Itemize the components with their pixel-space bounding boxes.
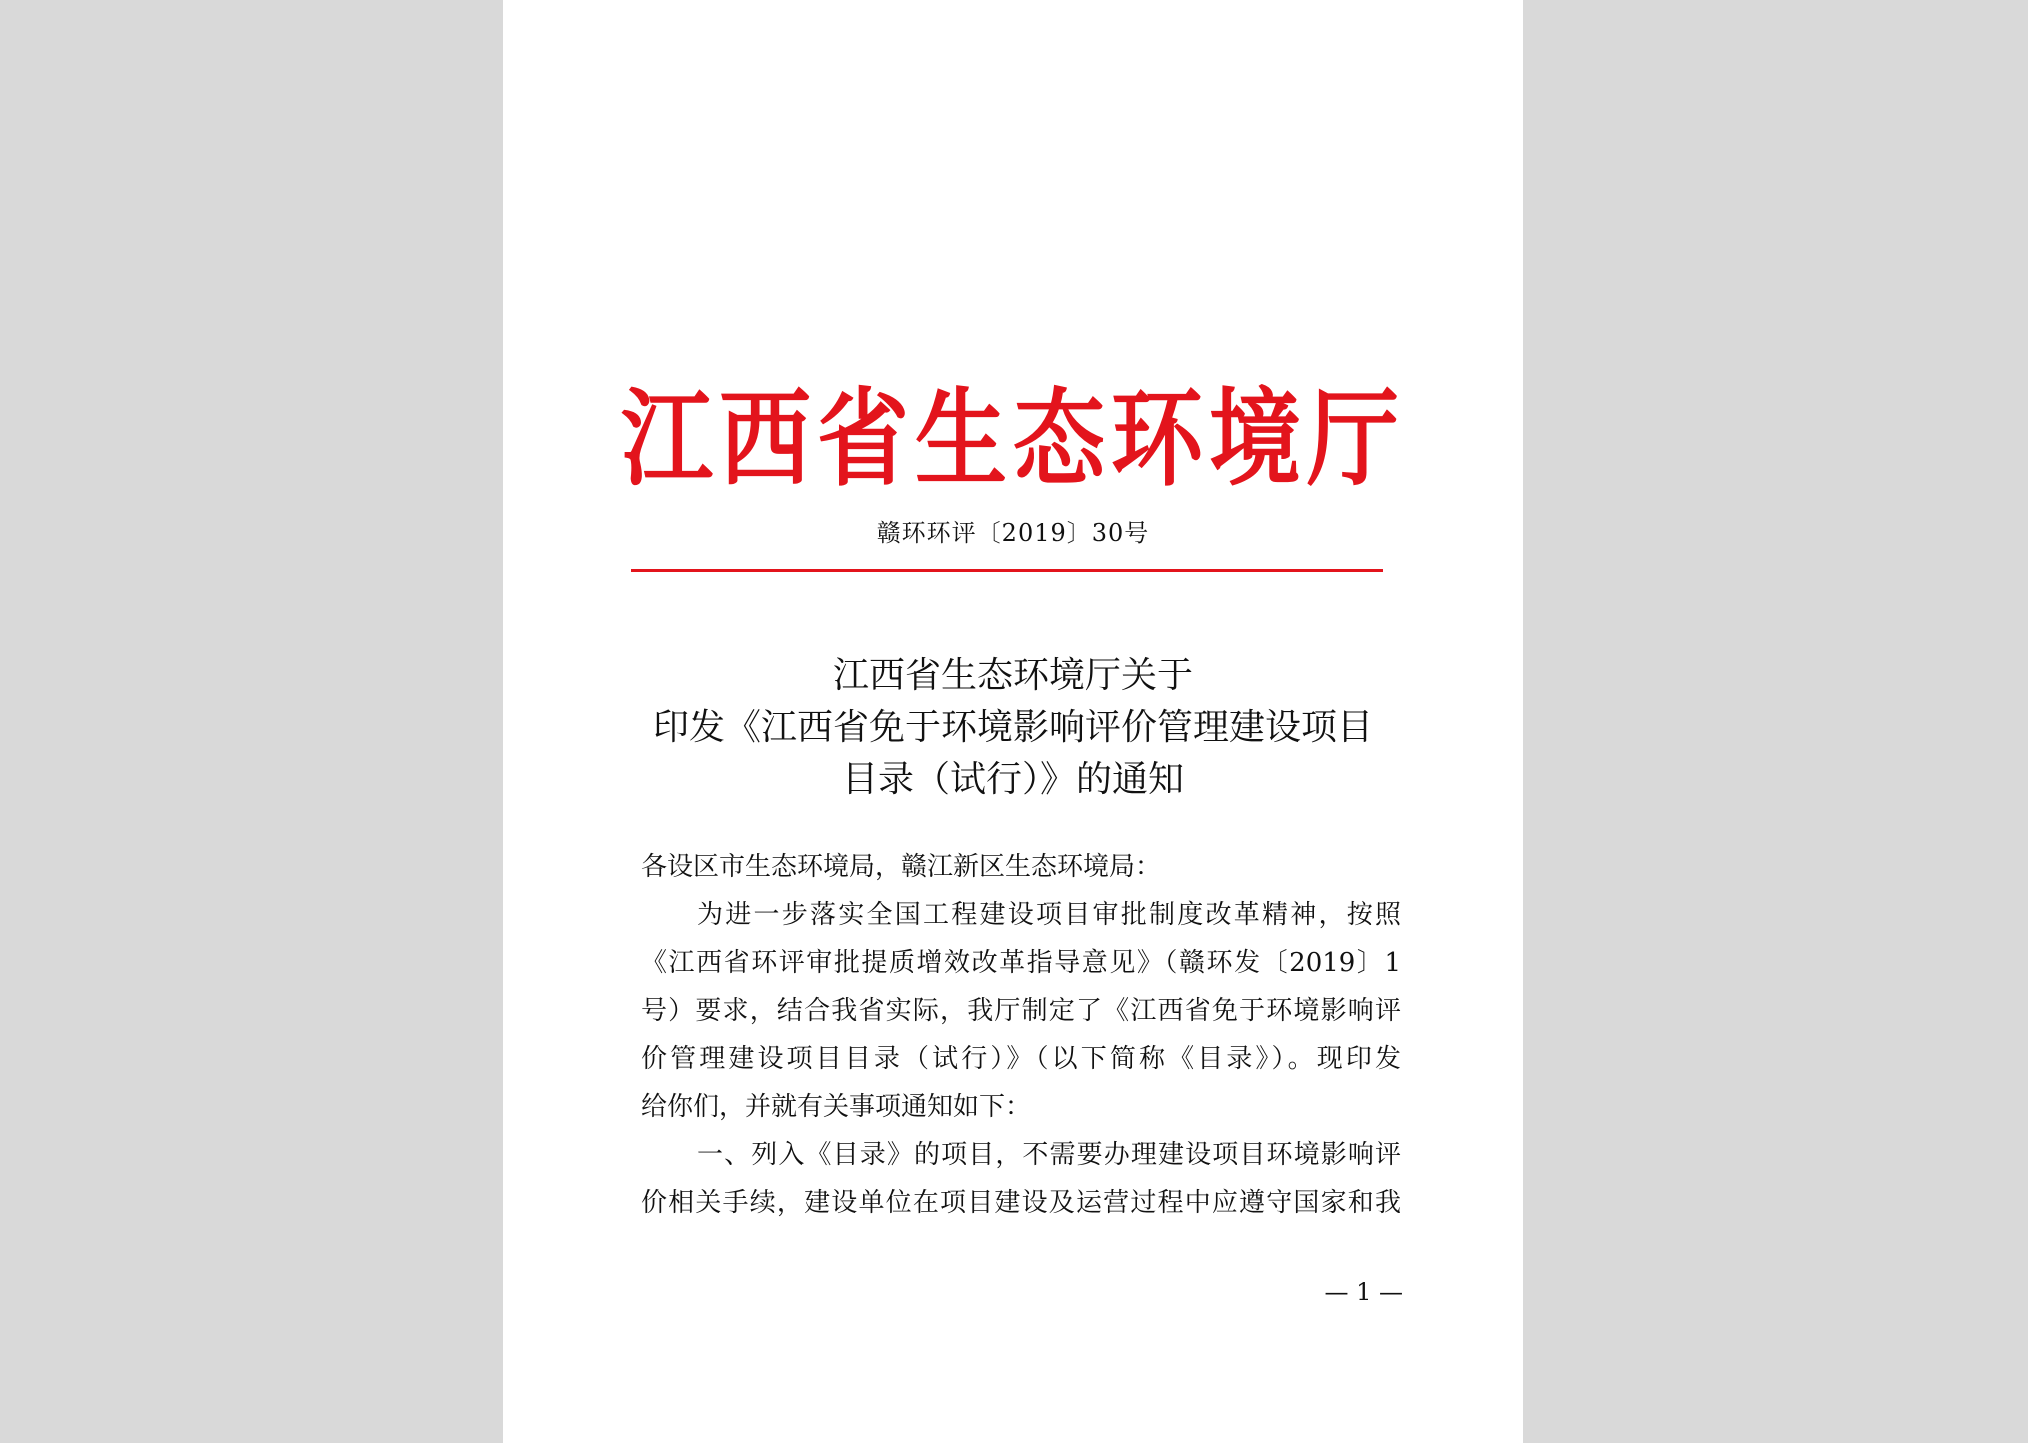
title-line: 江西省生态环境厅关于 bbox=[832, 655, 1193, 696]
page-number: — 1 — bbox=[1324, 1278, 1403, 1306]
document-page bbox=[503, 0, 1523, 1443]
red-divider-line bbox=[631, 569, 1383, 572]
document-title bbox=[603, 650, 1423, 806]
document-body bbox=[641, 843, 1401, 1227]
paragraph-line: 号）要求，结合我省实际，我厅制定了《江西省免于环境影响评 bbox=[641, 996, 1401, 1026]
paragraph-line: 价相关手续，建设单位在项目建设及运营过程中应遵守国家和我 bbox=[641, 1188, 1401, 1218]
title-line: 目录（试行）》的通知 bbox=[841, 759, 1184, 800]
title-line: 印发《江西省免于环境影响评价管理建设项目 bbox=[652, 707, 1373, 748]
paragraph-line: 为进一步落实全国工程建设项目审批制度改革精神，按照 bbox=[697, 900, 1401, 930]
salutation: 各设区市生态环境局，赣江新区生态环境局： bbox=[641, 852, 1162, 882]
masthead-title: 江西省生态环境厅 bbox=[620, 377, 1405, 501]
document-number: 赣环环评〔2019〕30号 bbox=[876, 519, 1150, 547]
paragraph-line: 给你们，并就有关事项通知如下： bbox=[641, 1092, 1032, 1122]
paragraph-line: 一、列入《目录》的项目，不需要办理建设项目环境影响评 bbox=[697, 1140, 1401, 1170]
paragraph-line: 《江西省环评审批提质增效改革指导意见》（赣环发〔2019〕1 bbox=[641, 948, 1401, 978]
paragraph-line: 价管理建设项目目录（试行）》（以下简称《目录》）。现印发 bbox=[641, 1044, 1401, 1074]
